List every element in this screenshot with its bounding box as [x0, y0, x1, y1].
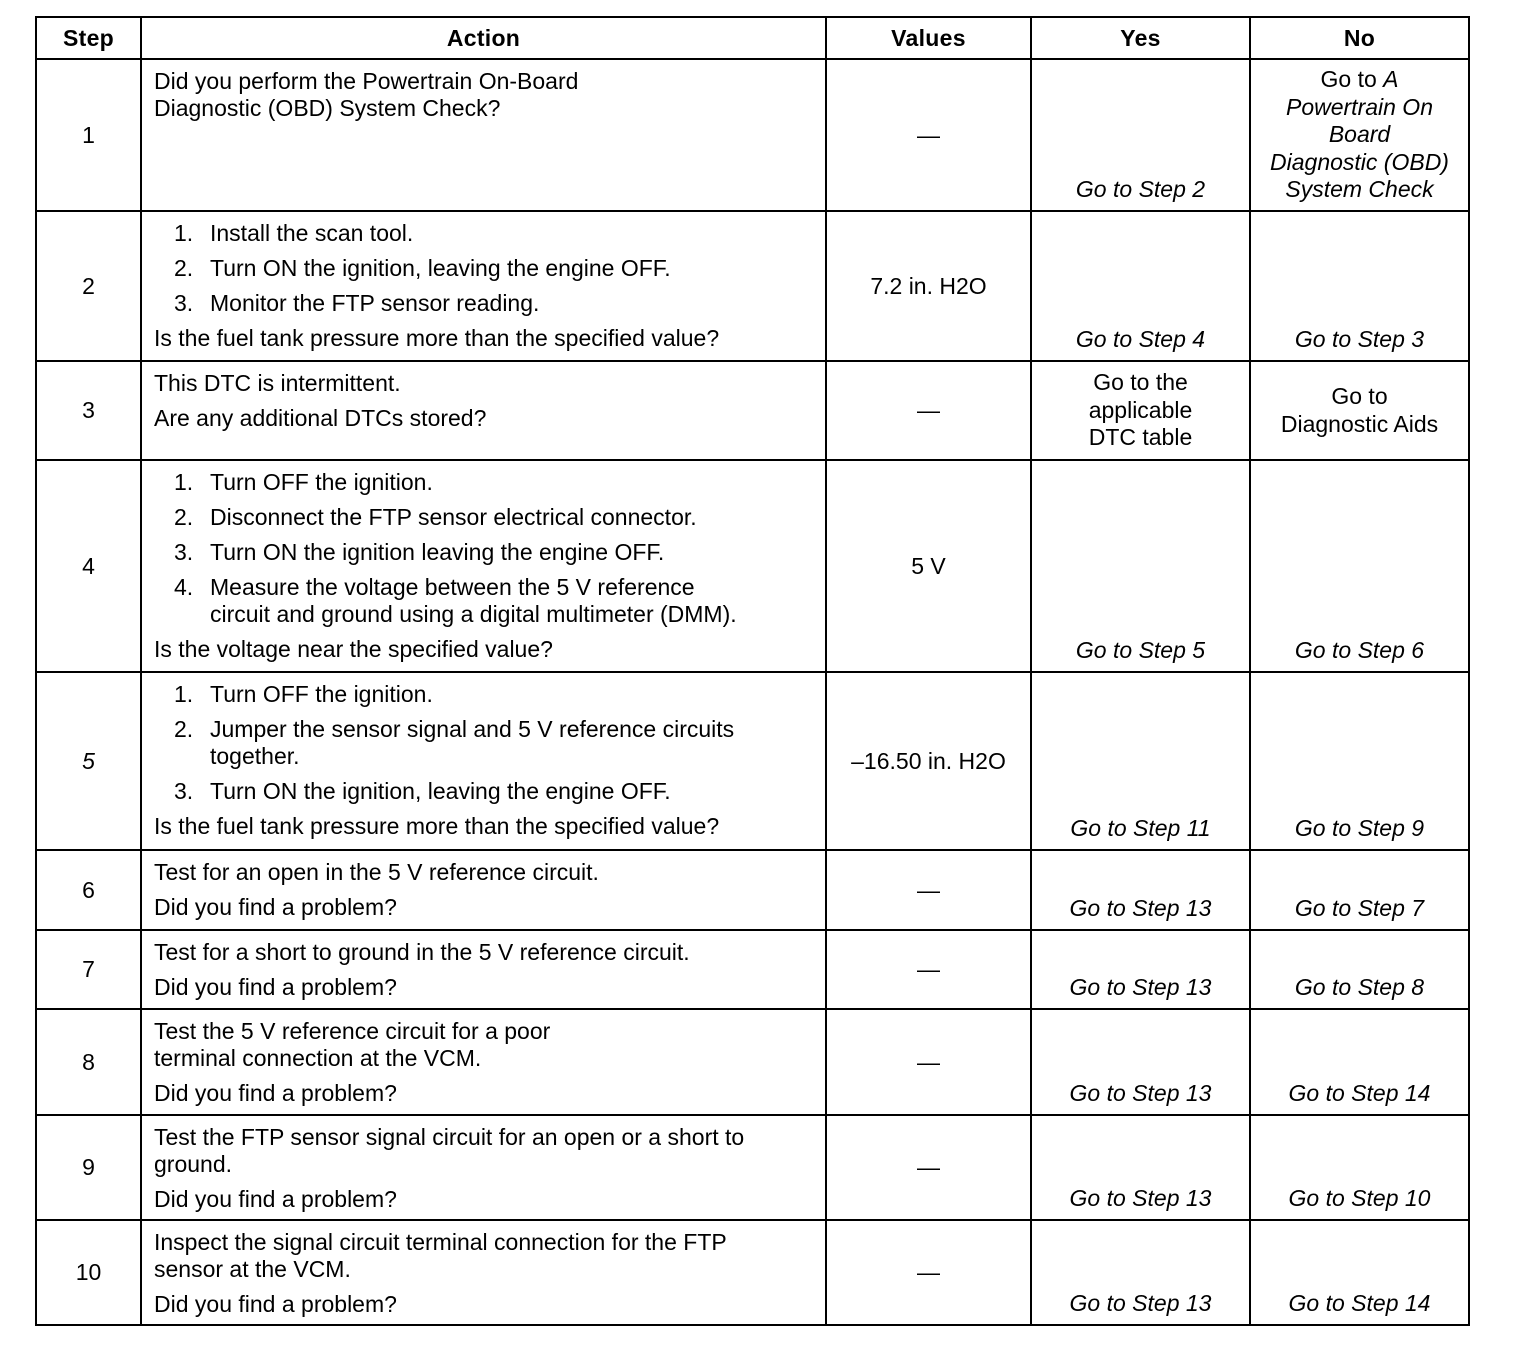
step-number: 1 — [36, 59, 141, 211]
action-text: Test for a short to ground in the 5 V reference circuit. — [154, 939, 690, 965]
yes-result-text: Go to Step 11 — [1070, 815, 1211, 842]
diagnostic-table — [35, 16, 1470, 1326]
value-cell: — — [826, 1009, 1031, 1115]
action-step-number: 1. — [174, 681, 194, 707]
action-step-text: Monitor the FTP sensor reading. — [210, 290, 540, 316]
action-steps-list — [154, 469, 817, 628]
action-step-item — [154, 778, 817, 805]
value-cell: — — [826, 1220, 1031, 1325]
step-number: 6 — [36, 850, 141, 930]
yes-result — [1031, 850, 1250, 930]
action-step-number: 2. — [174, 716, 194, 742]
yes-result-text: Go to Step 13 — [1069, 1185, 1212, 1212]
action-step-text: Turn ON the ignition leaving the engine OFF. — [210, 539, 665, 565]
yes-result-text: Go to Step 4 — [1075, 326, 1206, 353]
action-question: Is the fuel tank pressure more than the specified value? — [154, 813, 720, 839]
action-step-item — [154, 290, 817, 317]
action-step-number: 1. — [174, 220, 194, 246]
step-number: 8 — [36, 1009, 141, 1115]
no-result-text: Go to Step 6 — [1294, 637, 1425, 664]
action-cell — [141, 850, 826, 930]
action-step-item — [154, 220, 817, 247]
action-text: Are any additional DTCs stored? — [154, 405, 487, 431]
action-text: Inspect the signal circuit terminal connection for the FTP sensor at the VCM. — [154, 1229, 727, 1282]
yes-result — [1031, 361, 1250, 460]
action-step-text: Jumper the sensor signal and 5 V reference circuits together. — [210, 716, 735, 769]
step-number: 2 — [36, 211, 141, 361]
table-row — [36, 211, 1469, 361]
yes-result — [1031, 1115, 1250, 1220]
no-result-text: Go to Step 10 — [1288, 1185, 1431, 1212]
yes-result — [1031, 1009, 1250, 1115]
action-cell — [141, 1220, 826, 1325]
action-step-text: Disconnect the FTP sensor electrical connector. — [210, 504, 697, 530]
step-number: 10 — [36, 1220, 141, 1325]
header-row — [36, 17, 1469, 59]
yes-result-text: Go to the applicable DTC table — [1088, 369, 1193, 451]
action-step-text: Install the scan tool. — [210, 220, 414, 246]
action-steps-list — [154, 681, 817, 805]
value-cell: –16.50 in. H2O — [826, 672, 1031, 850]
table-row — [36, 672, 1469, 850]
action-cell — [141, 672, 826, 850]
action-step-item — [154, 539, 817, 566]
action-cell — [141, 59, 826, 211]
yes-result-text: Go to Step 13 — [1069, 1080, 1212, 1107]
action-step-number: 3. — [174, 290, 194, 316]
action-step-item — [154, 255, 817, 282]
yes-result — [1031, 211, 1250, 361]
no-result-text: Go to Step 9 — [1294, 815, 1425, 842]
action-question: Is the fuel tank pressure more than the specified value? — [154, 325, 720, 351]
step-number: 3 — [36, 361, 141, 460]
action-text: Test the FTP sensor signal circuit for an open or a short to ground. — [154, 1124, 745, 1177]
action-text: Test for an open in the 5 V reference circuit. — [154, 859, 599, 885]
yes-result-text: Go to Step 13 — [1069, 974, 1212, 1001]
no-result — [1250, 1009, 1469, 1115]
action-text: Test the 5 V reference circuit for a poor terminal connection at the VCM. — [154, 1018, 551, 1071]
action-text: Did you find a problem? — [154, 974, 397, 1000]
no-result — [1250, 930, 1469, 1009]
action-step-number: 2. — [174, 255, 194, 281]
yes-result — [1031, 672, 1250, 850]
action-text: Did you find a problem? — [154, 1080, 397, 1106]
action-cell — [141, 211, 826, 361]
yes-result — [1031, 59, 1250, 211]
step-number: 9 — [36, 1115, 141, 1220]
action-cell — [141, 930, 826, 1009]
action-cell — [141, 460, 826, 672]
no-result — [1250, 59, 1469, 211]
value-cell: 7.2 in. H2O — [826, 211, 1031, 361]
table-row — [36, 930, 1469, 1009]
no-result-text: Go to Diagnostic Aids — [1280, 382, 1439, 437]
action-step-item — [154, 681, 817, 708]
action-step-text: Turn OFF the ignition. — [210, 469, 433, 495]
no-result-text: Go to Step 7 — [1294, 895, 1425, 922]
action-step-number: 3. — [174, 539, 194, 565]
step-number: 7 — [36, 930, 141, 1009]
action-question: Is the voltage near the specified value? — [154, 636, 553, 662]
action-step-text: Turn ON the ignition, leaving the engine OFF. — [210, 255, 671, 281]
action-step-item — [154, 504, 817, 531]
table-row — [36, 1009, 1469, 1115]
action-steps-list — [154, 220, 817, 317]
yes-result-text: Go to Step 13 — [1069, 895, 1212, 922]
action-text: Did you find a problem? — [154, 894, 397, 920]
action-text: This DTC is intermittent. — [154, 370, 401, 396]
action-step-text: Turn OFF the ignition. — [210, 681, 433, 707]
action-cell — [141, 361, 826, 460]
yes-result — [1031, 930, 1250, 1009]
no-result — [1250, 1115, 1469, 1220]
action-cell — [141, 1115, 826, 1220]
action-step-text: Turn ON the ignition, leaving the engine OFF. — [210, 778, 671, 804]
action-cell — [141, 1009, 826, 1115]
table-row — [36, 1115, 1469, 1220]
action-step-number: 3. — [174, 778, 194, 804]
step-number: 5 — [36, 672, 141, 850]
no-result-text: Go to Step 3 — [1294, 326, 1425, 353]
yes-result-text: Go to Step 13 — [1069, 1290, 1212, 1317]
yes-result-text: Go to Step 5 — [1075, 637, 1206, 664]
value-cell: 5 V — [826, 460, 1031, 672]
action-text: Did you find a problem? — [154, 1291, 397, 1317]
action-step-item — [154, 469, 817, 496]
no-result — [1250, 361, 1469, 460]
action-step-number: 2. — [174, 504, 194, 530]
action-text: Did you perform the Powertrain On-Board Diagnostic (OBD) System Check? — [154, 68, 579, 121]
header-no: No — [1250, 17, 1469, 59]
no-result — [1250, 460, 1469, 672]
table-row — [36, 59, 1469, 211]
no-result-text: Go to Step 14 — [1288, 1080, 1431, 1107]
value-cell: — — [826, 361, 1031, 460]
table-row — [36, 850, 1469, 930]
no-result — [1250, 1220, 1469, 1325]
no-result-link: A Powertrain On Board Diagnostic (OBD) System Check — [1270, 66, 1449, 203]
yes-result-text: Go to Step 2 — [1075, 176, 1206, 203]
table-row — [36, 361, 1469, 460]
no-result — [1250, 850, 1469, 930]
no-result-prefix: Go to — [1320, 66, 1384, 93]
table-row — [36, 460, 1469, 672]
table-row — [36, 1220, 1469, 1325]
value-cell: — — [826, 1115, 1031, 1220]
header-step: Step — [36, 17, 141, 59]
action-step-item — [154, 716, 817, 770]
header-action: Action — [141, 17, 826, 59]
action-step-number: 1. — [174, 469, 194, 495]
value-cell: — — [826, 850, 1031, 930]
yes-result — [1031, 460, 1250, 672]
value-cell: — — [826, 59, 1031, 211]
yes-result — [1031, 1220, 1250, 1325]
value-cell: — — [826, 930, 1031, 1009]
no-result — [1250, 211, 1469, 361]
no-result-text: Go to Step 8 — [1294, 974, 1425, 1001]
action-text: Did you find a problem? — [154, 1186, 397, 1212]
step-number: 4 — [36, 460, 141, 672]
header-values: Values — [826, 17, 1031, 59]
no-result — [1250, 672, 1469, 850]
action-step-item — [154, 574, 817, 628]
no-result-text: Go to Step 14 — [1288, 1290, 1431, 1317]
action-step-text: Measure the voltage between the 5 V reference circuit and ground using a digital multimeter (DMM). — [210, 574, 737, 627]
action-step-number: 4. — [174, 574, 194, 600]
header-yes: Yes — [1031, 17, 1250, 59]
